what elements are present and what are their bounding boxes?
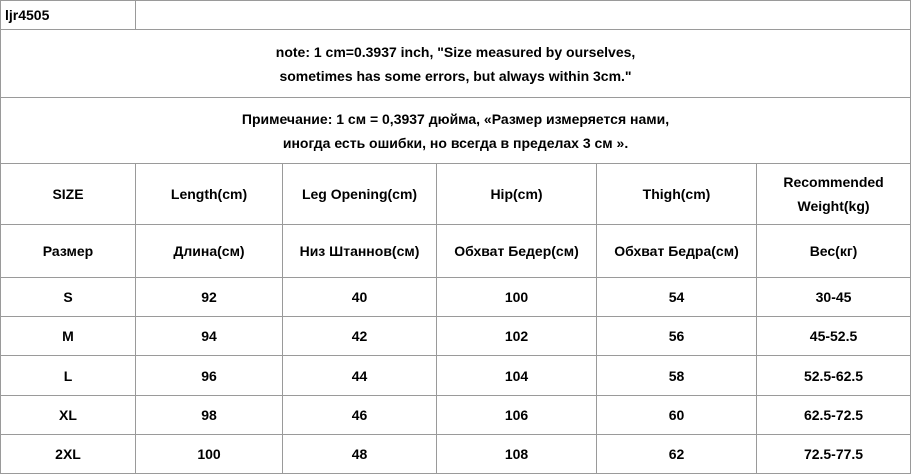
weight-cell: 30-45 — [757, 278, 911, 317]
length-cell: 96 — [136, 356, 283, 396]
size-cell: 2XL — [1, 435, 136, 474]
hip-cell: 108 — [437, 435, 597, 474]
note-en-line-1: note: 1 cm=0.3937 inch, "Size measured by ourselves, — [275, 43, 636, 60]
weight-cell: 45-52.5 — [757, 317, 911, 356]
col-header-hip-ru: Обхват Бедер(см) — [437, 225, 597, 278]
thigh-cell: 58 — [597, 356, 757, 396]
note-ru-line-1: Примечание: 1 см = 0,3937 дюйма, «Размер измеряется нами, — [241, 110, 670, 127]
thigh-cell: 56 — [597, 317, 757, 356]
weight-cell: 62.5-72.5 — [757, 396, 911, 435]
col-header-leg-opening: Leg Opening(cm) — [283, 164, 437, 225]
table-row — [1, 435, 911, 474]
thigh-cell: 62 — [597, 435, 757, 474]
col-header-weight-ru: Вес(кг) — [757, 225, 911, 278]
size-cell: M — [1, 317, 136, 356]
product-code-blank — [136, 1, 911, 30]
col-header-weight — [757, 164, 911, 225]
leg-opening-cell: 44 — [283, 356, 437, 396]
col-header-leg-opening-ru: Низ Штаннов(см) — [283, 225, 437, 278]
table-row — [1, 317, 911, 356]
col-header-thigh: Thigh(cm) — [597, 164, 757, 225]
col-header-length-ru: Длина(см) — [136, 225, 283, 278]
header-ru-row — [1, 225, 911, 278]
col-header-length: Length(cm) — [136, 164, 283, 225]
thigh-cell: 54 — [597, 278, 757, 317]
leg-opening-cell: 42 — [283, 317, 437, 356]
col-header-weight-line-1: Recommended — [783, 174, 884, 190]
length-cell: 94 — [136, 317, 283, 356]
leg-opening-cell: 40 — [283, 278, 437, 317]
col-header-hip: Hip(cm) — [437, 164, 597, 225]
leg-opening-cell: 48 — [283, 435, 437, 474]
table-row — [1, 278, 911, 317]
size-cell: XL — [1, 396, 136, 435]
hip-cell: 104 — [437, 356, 597, 396]
size-cell: S — [1, 278, 136, 317]
hip-cell: 106 — [437, 396, 597, 435]
col-header-size-ru: Размер — [1, 225, 136, 278]
table-row — [1, 396, 911, 435]
header-en-row — [1, 164, 911, 225]
note-ru-line-2: иногда есть ошибки, но всегда в пределах 3 см ». — [282, 134, 629, 151]
note-en — [1, 30, 911, 98]
note-en-line-2: sometimes has some errors, but always within 3cm." — [279, 67, 632, 84]
col-header-size: SIZE — [1, 164, 136, 225]
weight-cell: 52.5-62.5 — [757, 356, 911, 396]
note-ru — [1, 98, 911, 164]
table-row — [1, 356, 911, 396]
length-cell: 92 — [136, 278, 283, 317]
length-cell: 100 — [136, 435, 283, 474]
hip-cell: 100 — [437, 278, 597, 317]
weight-cell: 72.5-77.5 — [757, 435, 911, 474]
col-header-weight-line-2: Weight(kg) — [797, 198, 870, 214]
thigh-cell: 60 — [597, 396, 757, 435]
hip-cell: 102 — [437, 317, 597, 356]
note-en-row — [1, 30, 911, 98]
size-cell: L — [1, 356, 136, 396]
leg-opening-cell: 46 — [283, 396, 437, 435]
product-code-row — [1, 1, 911, 30]
length-cell: 98 — [136, 396, 283, 435]
col-header-thigh-ru: Обхват Бедра(см) — [597, 225, 757, 278]
note-ru-row — [1, 98, 911, 164]
product-code: ljr4505 — [1, 1, 136, 30]
